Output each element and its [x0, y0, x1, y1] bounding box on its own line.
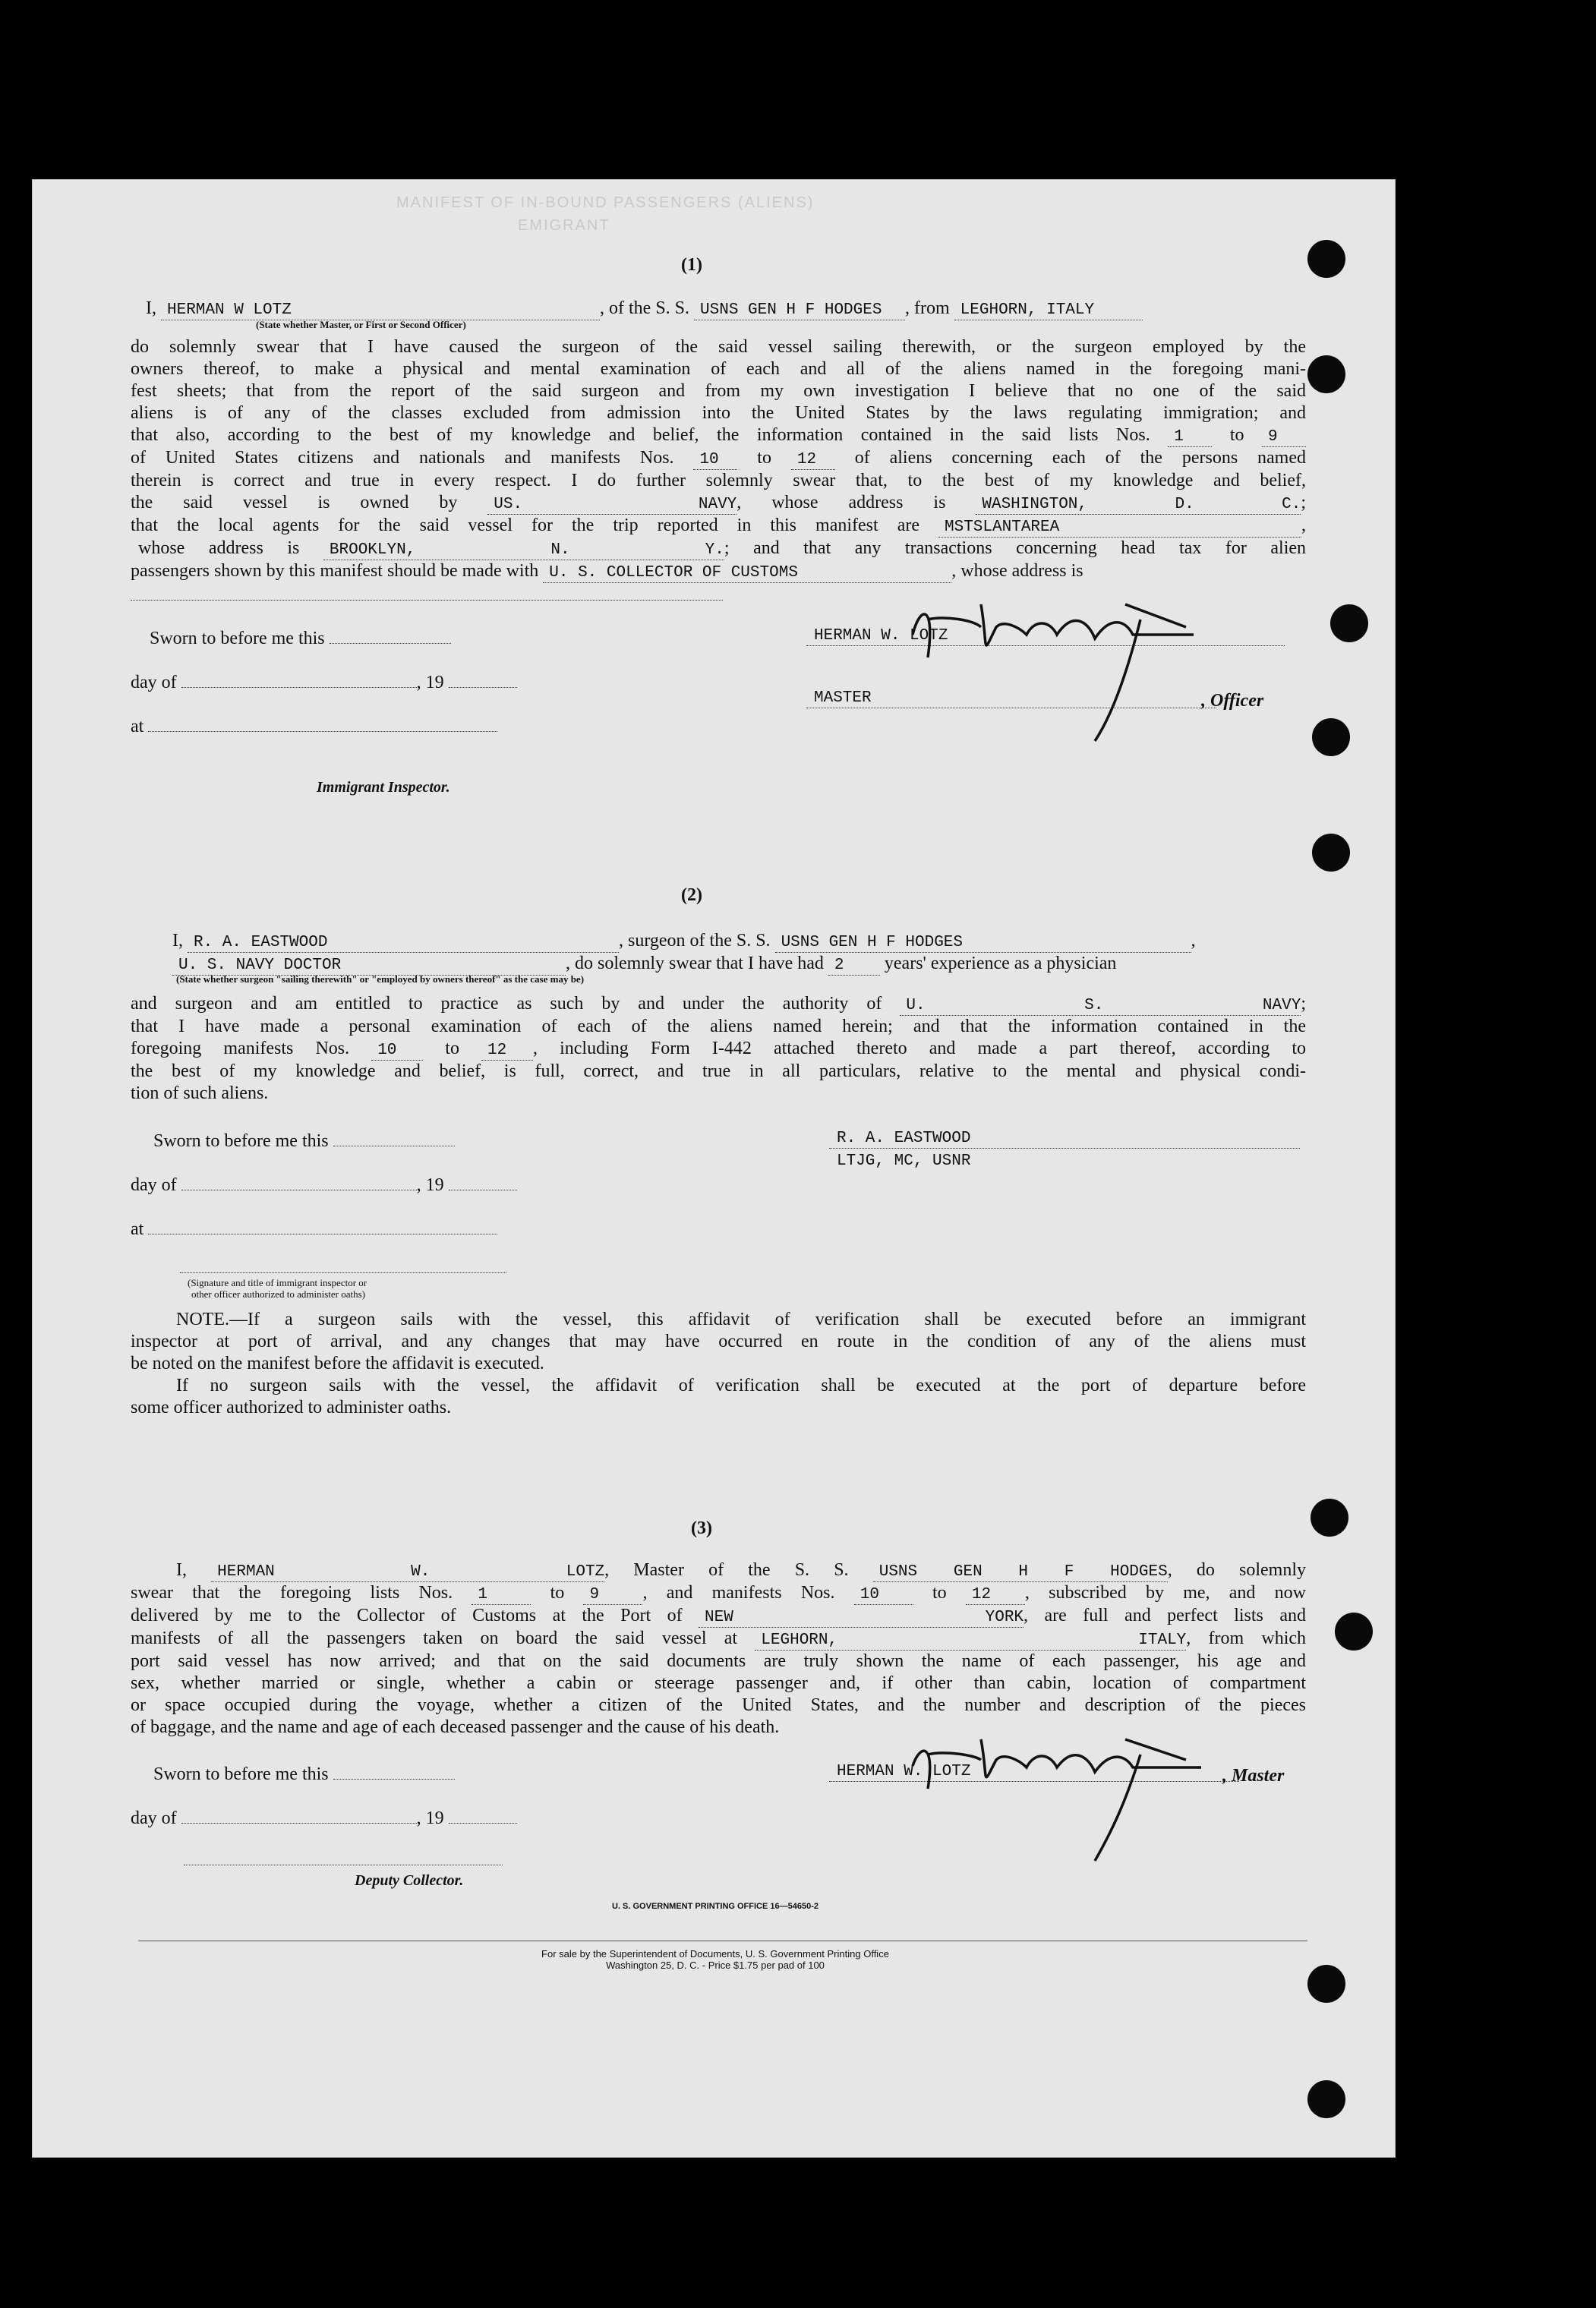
section3-text-row: of baggage, and the name and age of each deceased passenger and the cause of his death.	[131, 1717, 780, 1737]
immigrant-inspector-label: Immigrant Inspector.	[317, 779, 450, 796]
section1-text-row: that the local agents for the said vessel for the trip reported in this manifest are MSTSLANTAREA ,	[131, 516, 1306, 536]
section2-heading: (2)	[681, 885, 702, 905]
section2-body	[131, 993, 1306, 1105]
arrival-port: NEW YORK	[699, 1609, 1024, 1628]
section1-text-row: passengers shown by this manifest should be made with U. S. COLLECTOR OF CUSTOMS , whose address is	[131, 561, 1083, 582]
owner-address: WASHINGTON, D. C.	[976, 496, 1301, 515]
punch-hole	[1330, 604, 1368, 642]
manifests-to: 12	[791, 451, 835, 470]
section3-text-row: swear that the foregoing lists Nos. 1 to 9 , and manifests Nos. 10 to 12 , subscribed by me, and now	[131, 1583, 1306, 1603]
boarded-at: LEGHORN, ITALY	[755, 1632, 1186, 1651]
section1-text-row: of United States citizens and nationals and manifests Nos. 10 to 12 of aliens concerning each of the persons named	[131, 448, 1306, 468]
ghost-header-sub: EMIGRANT	[518, 217, 610, 234]
section3-text-row: port said vessel has now arrived; and that on the said documents are truly shown the name of each passenger, his age and	[131, 1651, 1306, 1671]
practice-authority: U. S. NAVY	[900, 997, 1301, 1016]
at-line-1: at	[131, 715, 497, 738]
sale-notice-1: For sale by the Superintendent of Documents, U. S. Government Printing Office	[541, 1948, 889, 1960]
lists-from: 1	[1168, 428, 1212, 447]
section3-text-row: manifests of all the passengers taken on board the said vessel at LEGHORN, ITALY, from which	[131, 1629, 1307, 1649]
i-label: I,	[146, 298, 156, 318]
title-typed-1: MASTER	[814, 689, 872, 707]
manifests-from: 10	[693, 451, 737, 470]
lists-to-3: 9	[583, 1586, 642, 1605]
section1-text-row: fest sheets; that from the report of the said surgeon and from my own investigation I believe that no one of the said	[131, 381, 1306, 401]
years-experience: 2	[828, 957, 880, 976]
local-agents: MSTSLANTAREA	[938, 519, 1301, 538]
day-line-3: day of , 19	[131, 1807, 517, 1830]
section2-line2: U. S. NAVY DOCTOR , do solemnly swear that I have had 2 years' experience as a physician	[172, 952, 1116, 976]
deputy-collector-label: Deputy Collector.	[355, 1872, 464, 1889]
surgeon-vessel: USNS GEN H F HODGES	[775, 934, 1191, 953]
section2-text-row: that I have made a personal examination of each of the aliens named herein; and that the information contained in the	[131, 1017, 1306, 1036]
lists-from-3: 1	[472, 1586, 531, 1605]
officer-label: , Officer	[1201, 691, 1264, 711]
signer-typed-1: HERMAN W. LOTZ	[814, 627, 948, 645]
from-label: , from	[905, 298, 950, 318]
document-page	[32, 179, 1396, 2158]
note-row: inspector at port of arrival, and any changes that may have occurred en route in the condition of any of the aliens must	[131, 1332, 1306, 1351]
master-label: , Master	[1222, 1766, 1285, 1786]
gpo-imprint: U. S. GOVERNMENT PRINTING OFFICE 16—54650-2	[611, 1902, 819, 1911]
section3-text-row: or space occupied during the voyage, whether a citizen of the United States, and the number and description of the pieces	[131, 1695, 1306, 1715]
ghost-header: MANIFEST OF IN-BOUND PASSENGERS (ALIENS)	[396, 194, 815, 211]
inspector-sig-line	[180, 1272, 506, 1273]
note-row: some officer authorized to administer oaths.	[131, 1398, 452, 1417]
punch-hole	[1335, 1613, 1373, 1651]
sworn-line-1: Sworn to before me this	[150, 627, 451, 650]
day-line-1: day of , 19	[131, 671, 517, 694]
master-name: HERMAN W LOTZ	[161, 301, 600, 320]
surgeon-note: (State whether surgeon "sailing therewith" or "employed by owners thereof" as the case may be)	[176, 973, 585, 985]
sale-notice-2: Washington 25, D. C. - Price $1.75 per pad of 100	[606, 1960, 825, 1971]
vessel-name: USNS GEN H F HODGES	[694, 301, 905, 320]
section1-text-row: therein is correct and true in every respect. I do further solemnly swear that, to the best of my knowledge and belief,	[131, 471, 1306, 490]
head-tax-with: U. S. COLLECTOR OF CUSTOMS	[543, 564, 951, 583]
punch-hole	[1307, 1965, 1345, 2003]
section3-text-row: sex, whether married or single, whether a cabin or steerage passenger and, if other than cabin, location of compartment	[131, 1673, 1306, 1693]
handwritten-signature	[882, 1713, 1247, 1865]
section3-heading: (3)	[691, 1518, 712, 1538]
signer-typed-3: HERMAN W. LOTZ	[837, 1763, 971, 1780]
day-line-2: day of , 19	[131, 1174, 517, 1197]
note-block	[131, 1309, 1306, 1419]
sworn-line-2: Sworn to before me this	[153, 1130, 455, 1152]
section1-text-row: that also, according to the best of my knowledge and belief, the information contained in the said lists Nos. 1 to 9	[131, 424, 1306, 447]
surgeon-rank: LTJG, MC, USNR	[837, 1152, 971, 1170]
section1-text-row: do solemnly swear that I have caused the surgeon of the said vessel sailing therewith, or the surgeon employed by the	[131, 337, 1306, 357]
vessel-name-3: USNS GEN H F HODGES	[873, 1563, 1168, 1582]
at-line-2: at	[131, 1218, 497, 1241]
section1-text-row: aliens is of any of the classes excluded from admission into the United States by the laws regulating immigration; and	[131, 403, 1306, 423]
section1-body	[131, 336, 1306, 583]
surgeon-capacity: U. S. NAVY DOCTOR	[172, 957, 566, 976]
surgeon-manifests-from: 10	[371, 1042, 423, 1061]
section1-text-row: owners thereof, to make a physical and mental examination of each and all of the aliens named in the foregoing mani-	[131, 359, 1306, 379]
punch-hole	[1312, 718, 1350, 756]
inspector-sig-note-2: other officer authorized to administer oaths)	[191, 1288, 365, 1300]
section2-text-row: and surgeon and am entitled to practice as such by and under the authority of U. S. NAVY;	[131, 994, 1307, 1014]
note-row: NOTE.—If a surgeon sails with the vessel, this affidavit of verification shall be executed before an immigrant	[176, 1310, 1306, 1329]
vessel-owner: US. NAVY	[487, 496, 736, 515]
sworn-line-3: Sworn to before me this	[153, 1763, 455, 1786]
manifests-from-3: 10	[854, 1586, 913, 1605]
punch-hole	[1307, 355, 1345, 393]
surgeon-signer-line	[829, 1148, 1300, 1149]
handwritten-signature	[867, 574, 1232, 749]
lists-to: 9	[1262, 428, 1306, 447]
section3-text-row: delivered by me to the Collector of Customs at the Port of NEW YORK, are full and perfect lists and	[131, 1606, 1307, 1626]
section1-text-row: whose address is BROOKLYN, N. Y.; and that any transactions concerning head tax for alien	[138, 538, 1307, 559]
of-ss: , of the S. S.	[600, 298, 690, 318]
section2-text-row: the best of my knowledge and belief, is full, correct, and true in all particulars, relative to the mental and physical condi-	[131, 1061, 1306, 1081]
punch-hole	[1307, 240, 1345, 278]
section1-text-row: the said vessel is owned by US. NAVY, whose address is WASHINGTON, D. C.;	[131, 493, 1307, 513]
surgeon-name: R. A. EASTWOOD	[188, 934, 619, 953]
surgeon-signer-typed: R. A. EASTWOOD	[837, 1130, 971, 1147]
punch-hole	[1307, 2080, 1345, 2118]
section2-line1: I, R. A. EASTWOOD , surgeon of the S. S. USNS GEN H F HODGES ,	[172, 931, 1196, 951]
section3-body	[131, 1559, 1306, 1739]
note-row: If no surgeon sails with the vessel, the affidavit of verification shall be executed at the port of departure before	[176, 1376, 1306, 1395]
inspector-sig-note-1: (Signature and title of immigrant inspector or	[188, 1277, 367, 1288]
section2-text-row: foregoing manifests Nos. 10 to 12 , including Form I-442 attached thereto and made a part thereof, according to	[131, 1039, 1307, 1059]
officer-note: (State whether Master, or First or Second Officer)	[256, 319, 466, 330]
departure-port: LEGHORN, ITALY	[954, 301, 1143, 320]
section1-heading: (1)	[681, 255, 702, 275]
agents-address: BROOKLYN, N. Y.	[323, 541, 724, 560]
manifests-to-3: 12	[966, 1586, 1025, 1605]
section1-line1	[146, 297, 1143, 320]
section3-text-row: I, HERMAN W. LOTZ, Master of the S. S. USNS GEN H F HODGES, do solemnly	[176, 1560, 1307, 1581]
punch-hole	[1312, 834, 1350, 872]
surgeon-manifests-to: 12	[481, 1042, 533, 1061]
address-blank	[131, 600, 723, 601]
master-name-3: HERMAN W. LOTZ	[211, 1563, 604, 1582]
section2-text-row: tion of such aliens.	[131, 1083, 269, 1103]
note-row: be noted on the manifest before the affidavit is executed.	[131, 1354, 544, 1373]
punch-hole	[1311, 1499, 1348, 1537]
page-number: 10	[1372, 2114, 1400, 2139]
